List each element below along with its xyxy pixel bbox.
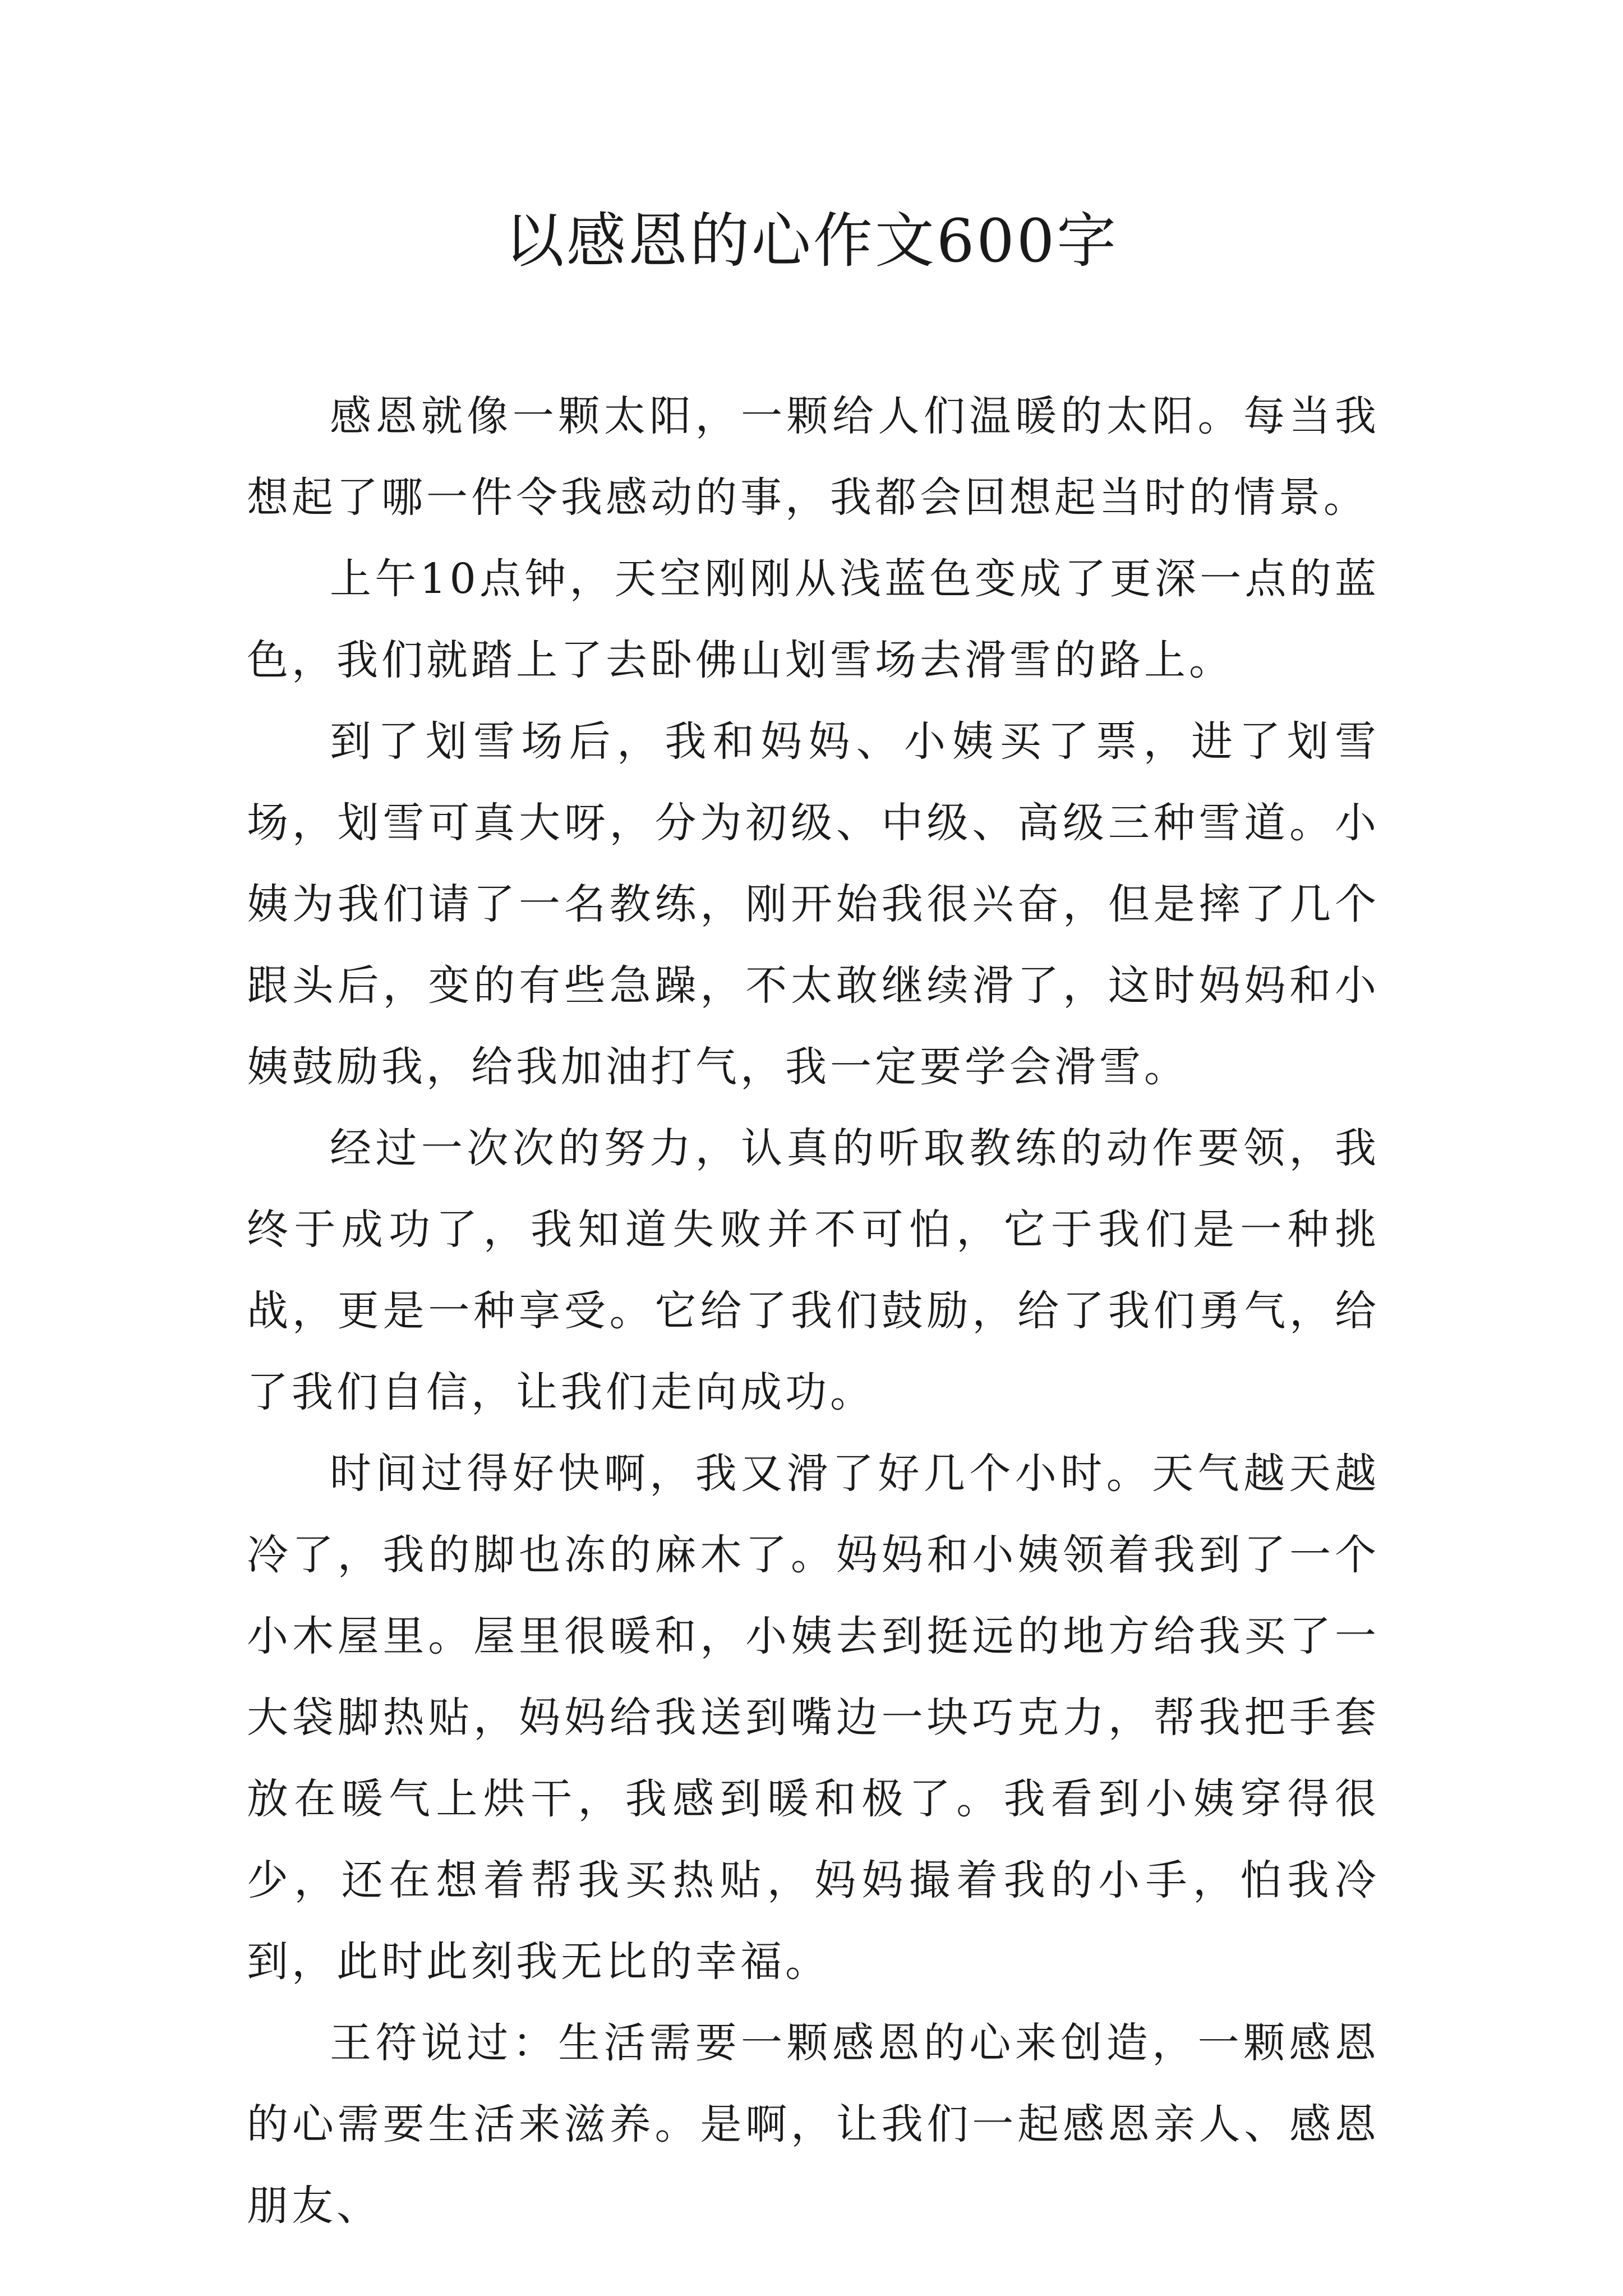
- paragraph-1: 感恩就像一颗太阳，一颗给人们温暖的太阳。每当我想起了哪一件令我感动的事，我都会回想起当时的情景。: [247, 392, 1380, 522]
- document-body: [247, 376, 1380, 2247]
- paragraph-6: 王符说过：生活需要一颗感恩的心来创造，一颗感恩的心需要生活来滋养。是啊，让我们一起感恩亲人、感恩朋友、: [247, 2019, 1380, 2230]
- document-title: 以感恩的心作文600字: [504, 206, 1119, 275]
- paragraph-3: 到了划雪场后，我和妈妈、小姨买了票，进了划雪场，划雪可真大呀，分为初级、中级、高级三种雪道。小姨为我们请了一名教练，刚开始我很兴奋，但是摔了几个跟头后，变的有些急躁，不太敢继续滑了，这时妈妈和小姨鼓励我，给我加油打气，我一定要学会滑雪。: [247, 717, 1380, 1091]
- paragraph-4: 经过一次次的努力，认真的听取教练的动作要领，我终于成功了，我知道失败并不可怕，它于我们是一种挑战，更是一种享受。它给了我们鼓励，给了我们勇气，给了我们自信，让我们走向成功。: [247, 1124, 1380, 1416]
- paragraph-2: 上午10点钟，天空刚刚从浅蓝色变成了更深一点的蓝色，我们就踏上了去卧佛山划雪场去滑雪的路上。: [247, 555, 1380, 684]
- paragraph-5: 时间过得好快啊，我又滑了好几个小时。天气越天越冷了，我的脚也冻的麻木了。妈妈和小姨领着我到了一个小木屋里。屋里很暖和，小姨去到挺远的地方给我买了一大袋脚热贴，妈妈给我送到嘴边一块巧克力，帮我把手套放在暖气上烘干，我感到暖和极了。我看到小姨穿得很少，还在想着帮我买热贴，妈妈撮着我的小手，怕我冷到，此时此刻我无比的幸福。: [247, 1450, 1380, 1986]
